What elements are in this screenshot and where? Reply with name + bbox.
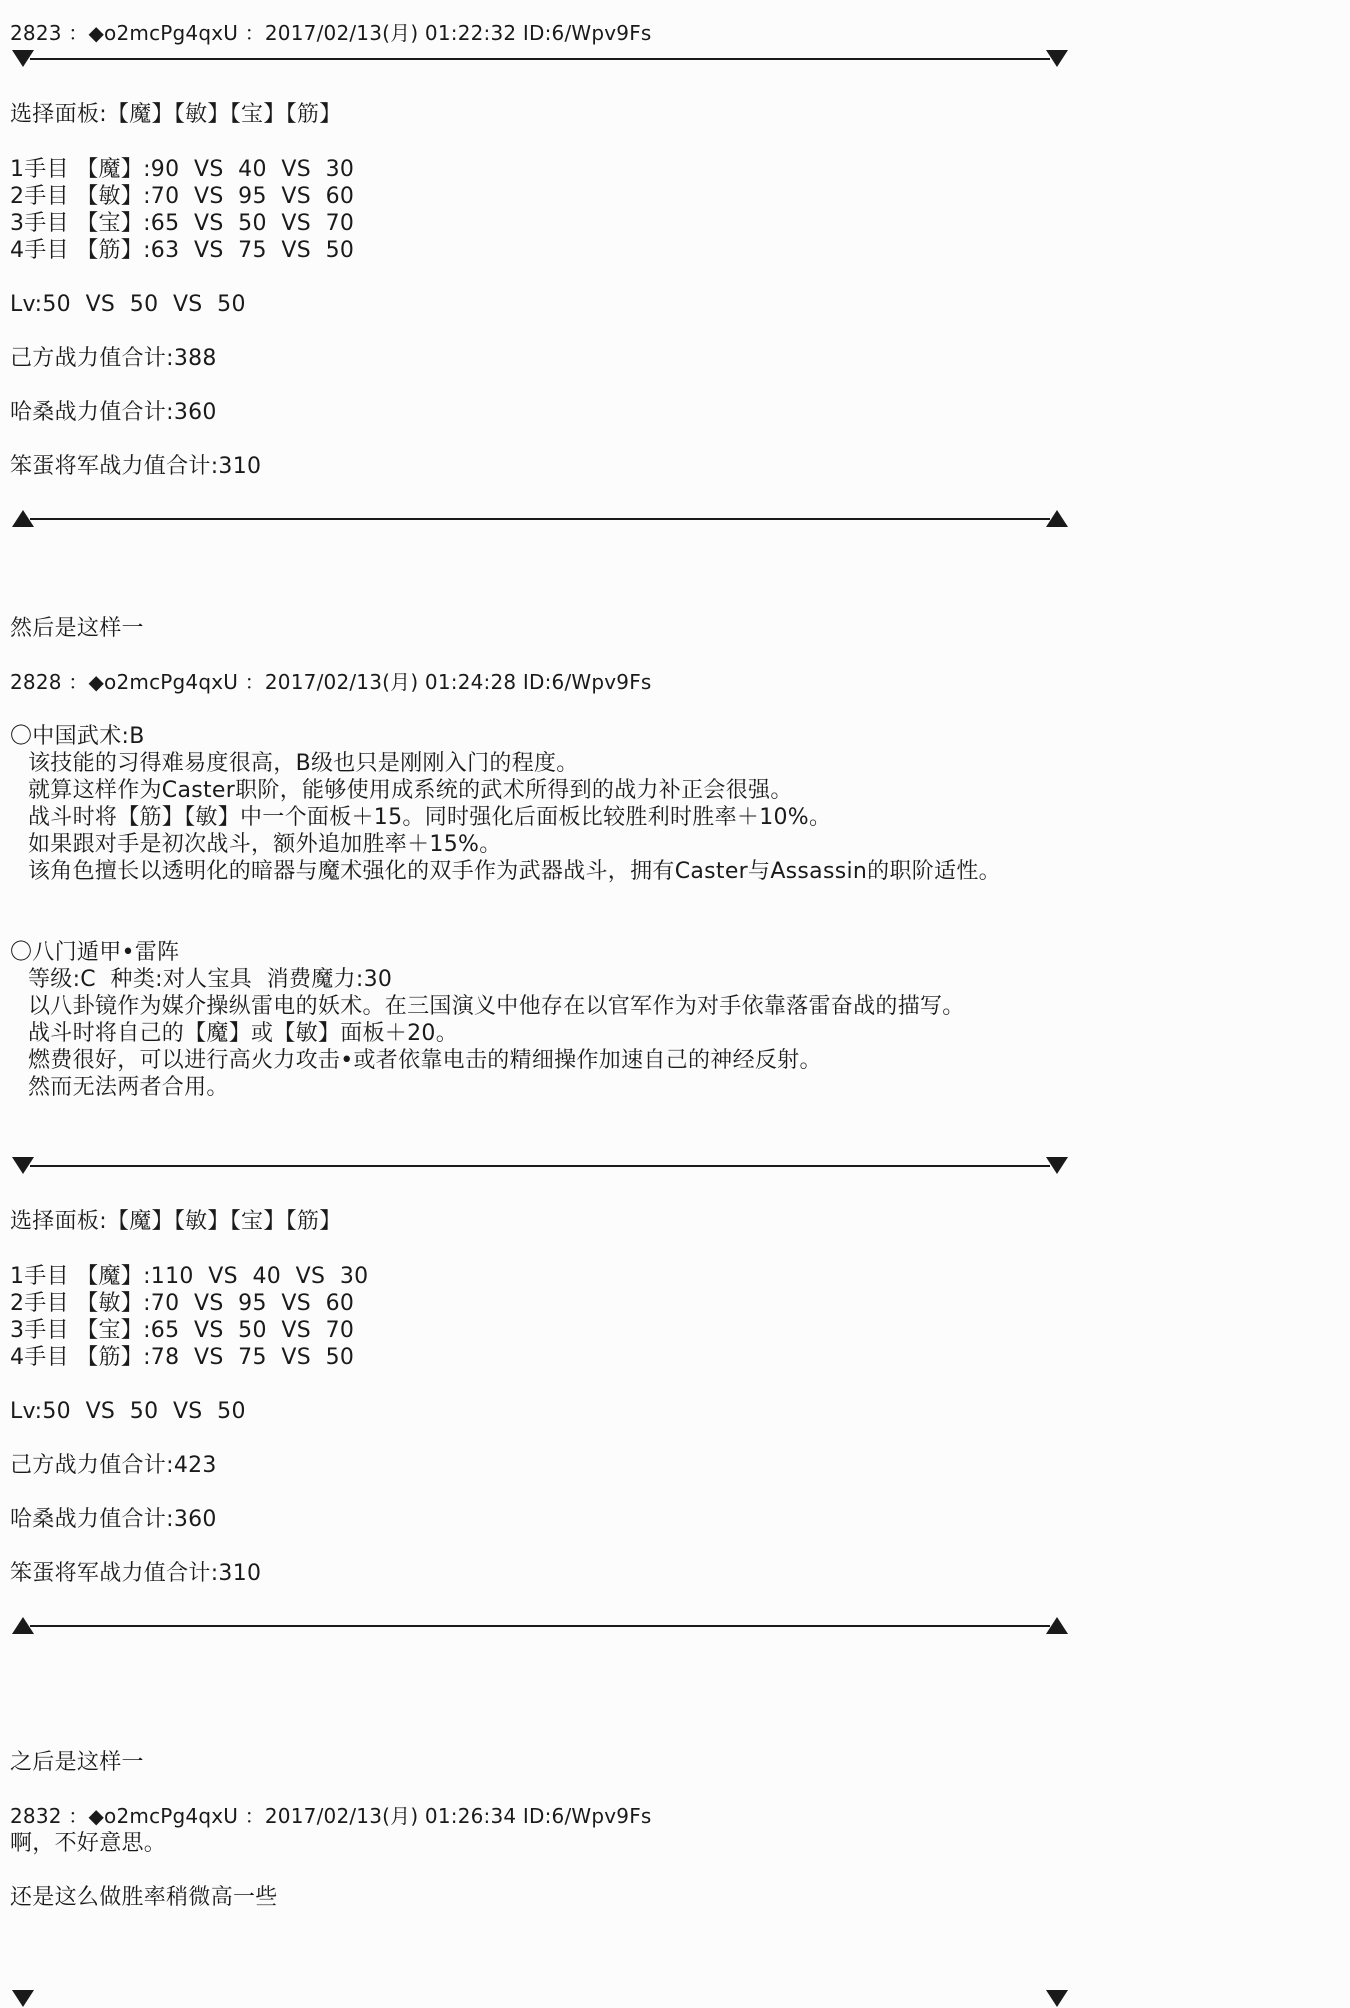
general-total: 笨蛋将军战力值合计:310 bbox=[10, 454, 262, 479]
skill-line: 如果跟对手是初次战斗，额外追加胜率＋15%。 bbox=[28, 832, 502, 857]
skill-line: 然而无法两者合用。 bbox=[28, 1075, 229, 1100]
stat-row: 2手目 【敏】:70 VS 95 VS 60 bbox=[10, 184, 355, 209]
post-header: 2828 ：◆o2mcPg4qxU ：2017/02/13(月) 01:24:28 ID:6/Wpv9Fs bbox=[10, 670, 652, 694]
panel-select: 选择面板:【魔】【敏】【宝】【筋】 bbox=[10, 102, 342, 127]
divider-down bbox=[12, 50, 1068, 68]
divider-line bbox=[30, 58, 1050, 60]
stat-row: 1手目 【魔】:90 VS 40 VS 30 bbox=[10, 157, 355, 182]
triangle-up-icon bbox=[1046, 510, 1068, 527]
stat-row: 3手目 【宝】:65 VS 50 VS 70 bbox=[10, 1318, 355, 1343]
level-row: Lv:50 VS 50 VS 50 bbox=[10, 1399, 246, 1424]
divider-down bbox=[12, 1990, 1068, 2008]
skill-line: 以八卦镜作为媒介操纵雷电的妖术。在三国演义中他存在以官军作为对手依靠落雷奋战的描写。 bbox=[28, 994, 965, 1019]
divider-line bbox=[30, 1625, 1050, 1627]
divider-down bbox=[12, 1157, 1068, 1175]
skill-line: 战斗时将自己的【魔】或【敏】面板＋20。 bbox=[28, 1021, 458, 1046]
divider-up bbox=[12, 510, 1068, 528]
triangle-down-icon bbox=[12, 1990, 34, 2007]
skill-line: 战斗时将【筋】【敏】中一个面板＋15。同时强化后面板比较胜利时胜率＋10%。 bbox=[28, 805, 832, 830]
post-header: 2823 ：◆o2mcPg4qxU ：2017/02/13(月) 01:22:32 ID:6/Wpv9Fs bbox=[10, 21, 652, 45]
skill-line: 该技能的习得难易度很高，B级也只是刚刚入门的程度。 bbox=[28, 751, 579, 776]
panel-select: 选择面板:【魔】【敏】【宝】【筋】 bbox=[10, 1209, 342, 1234]
post-line: 还是这么做胜率稍微高一些 bbox=[10, 1885, 278, 1910]
divider-line bbox=[30, 1165, 1050, 1167]
skill-line: 等级:C 种类:对人宝具 消费魔力:30 bbox=[28, 967, 393, 992]
hasan-total: 哈桑战力值合计:360 bbox=[10, 1507, 217, 1532]
triangle-up-icon bbox=[1046, 1617, 1068, 1634]
stat-row: 1手目 【魔】:110 VS 40 VS 30 bbox=[10, 1264, 369, 1289]
skill-title: 〇中国武术:B bbox=[10, 724, 145, 749]
own-total: 己方战力值合计:388 bbox=[10, 346, 217, 371]
skill-line: 该角色擅长以透明化的暗器与魔术强化的双手作为武器战斗，拥有Caster与Assassin的职阶适性。 bbox=[28, 859, 1001, 884]
hasan-total: 哈桑战力值合计:360 bbox=[10, 400, 217, 425]
level-row: Lv:50 VS 50 VS 50 bbox=[10, 292, 246, 317]
general-total: 笨蛋将军战力值合计:310 bbox=[10, 1561, 262, 1586]
skill-title: 〇八门遁甲•雷阵 bbox=[10, 940, 180, 965]
divider-up bbox=[12, 1617, 1068, 1635]
divider-line bbox=[30, 518, 1050, 520]
stat-row: 4手目 【筋】:78 VS 75 VS 50 bbox=[10, 1345, 355, 1370]
skill-line: 燃费很好，可以进行高火力攻击•或者依靠电击的精细操作加速自己的神经反射。 bbox=[28, 1048, 822, 1073]
triangle-down-icon bbox=[1046, 1157, 1068, 1174]
own-total: 己方战力值合计:423 bbox=[10, 1453, 217, 1478]
stat-row: 2手目 【敏】:70 VS 95 VS 60 bbox=[10, 1291, 355, 1316]
triangle-down-icon bbox=[1046, 1990, 1068, 2007]
triangle-down-icon bbox=[1046, 50, 1068, 67]
skill-line: 就算这样作为Caster职阶，能够使用成系统的武术所得到的战力补正会很强。 bbox=[28, 778, 793, 803]
post-header: 2832 ：◆o2mcPg4qxU ：2017/02/13(月) 01:26:34 ID:6/Wpv9Fs bbox=[10, 1804, 652, 1828]
transition-text: 然后是这样一 bbox=[10, 616, 144, 641]
post-line: 啊，不好意思。 bbox=[10, 1831, 167, 1856]
stat-row: 3手目 【宝】:65 VS 50 VS 70 bbox=[10, 211, 355, 236]
stat-row: 4手目 【筋】:63 VS 75 VS 50 bbox=[10, 238, 355, 263]
transition-text: 之后是这样一 bbox=[10, 1750, 144, 1775]
